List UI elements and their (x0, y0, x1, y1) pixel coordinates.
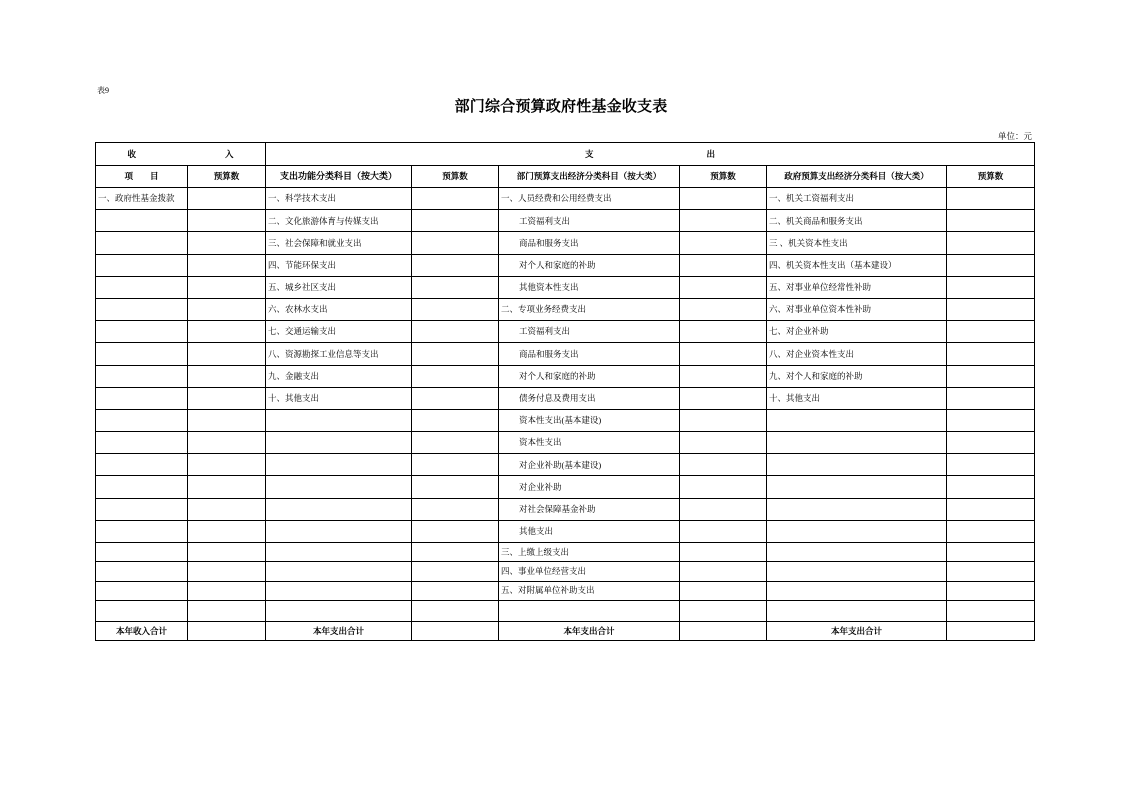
func-amount-cell (412, 498, 499, 520)
func-item-cell (266, 409, 412, 431)
dept-item-cell (499, 600, 680, 621)
func-amount-cell (412, 476, 499, 498)
gov-item-cell: 四、机关资本性支出（基本建设） (767, 254, 947, 276)
func-item-cell (266, 520, 412, 542)
func-item-cell (266, 562, 412, 581)
dept-amount-cell (680, 581, 767, 600)
income-amount-cell (188, 432, 266, 454)
dept-item-cell: 债务付息及费用支出 (499, 387, 680, 409)
gov-amount-cell (947, 298, 1035, 320)
dept-amount-cell (680, 232, 767, 254)
dept-item-cell: 商品和服务支出 (499, 343, 680, 365)
func-item-cell (266, 476, 412, 498)
dept-amount-cell (680, 432, 767, 454)
income-group-char-left: 收 (127, 148, 136, 159)
income-amount-cell (188, 298, 266, 320)
table-row (96, 476, 1035, 498)
func-amount-cell (412, 232, 499, 254)
dept-item-cell: 工资福利支出 (499, 321, 680, 343)
col-header-gov-category: 政府预算支出经济分类科目（按大类） (767, 166, 947, 188)
gov-amount-cell (947, 387, 1035, 409)
table-row (96, 409, 1035, 431)
dept-item-cell: 资本性支出 (499, 432, 680, 454)
income-amount-cell (188, 254, 266, 276)
col-header-item: 项 目 (96, 166, 188, 188)
func-amount-cell (412, 432, 499, 454)
column-header-row (96, 166, 1035, 188)
func-item-cell (266, 432, 412, 454)
func-amount-cell (412, 409, 499, 431)
dept-item-cell: 其他支出 (499, 520, 680, 542)
col-header-income-amount: 预算数 (188, 166, 266, 188)
table-row (96, 365, 1035, 387)
dept-amount-cell (680, 254, 767, 276)
func-amount-cell (412, 321, 499, 343)
dept-item-cell: 对个人和家庭的补助 (499, 254, 680, 276)
func-amount-cell (412, 581, 499, 600)
income-item-cell (96, 581, 188, 600)
income-amount-cell (188, 562, 266, 581)
gov-amount-cell (947, 543, 1035, 562)
dept-amount-cell (680, 298, 767, 320)
dept-total-label: 本年支出合计 (499, 621, 680, 640)
group-header-row (96, 143, 1035, 166)
gov-item-cell (767, 600, 947, 621)
table-row (96, 498, 1035, 520)
gov-item-cell: 八、对企业资本性支出 (767, 343, 947, 365)
gov-total-label: 本年支出合计 (767, 621, 947, 640)
func-amount-cell (412, 276, 499, 298)
dept-item-cell: 对企业补助 (499, 476, 680, 498)
gov-item-cell (767, 498, 947, 520)
table-row (96, 343, 1035, 365)
income-item-cell (96, 498, 188, 520)
expense-group-header (266, 143, 1035, 166)
income-item-cell (96, 562, 188, 581)
gov-amount-cell (947, 600, 1035, 621)
table-row (96, 298, 1035, 320)
income-amount-cell (188, 321, 266, 343)
dept-item-cell: 四、事业单位经营支出 (499, 562, 680, 581)
income-item-cell (96, 476, 188, 498)
func-item-cell: 一、科学技术支出 (266, 188, 412, 210)
dept-item-cell: 一、人员经费和公用经费支出 (499, 188, 680, 210)
totals-row (96, 621, 1035, 640)
table-row (96, 321, 1035, 343)
func-amount-cell (412, 543, 499, 562)
func-item-cell: 五、城乡社区支出 (266, 276, 412, 298)
income-item-cell (96, 365, 188, 387)
func-item-cell (266, 454, 412, 476)
func-item-cell (266, 600, 412, 621)
dept-amount-cell (680, 409, 767, 431)
income-total-amount (188, 621, 266, 640)
page-title: 部门综合预算政府性基金收支表 (454, 99, 668, 115)
dept-item-cell: 其他资本性支出 (499, 276, 680, 298)
func-amount-cell (412, 210, 499, 232)
func-amount-cell (412, 365, 499, 387)
income-item-cell (96, 276, 188, 298)
table-row (96, 188, 1035, 210)
func-item-cell: 八、资源勘探工业信息等支出 (266, 343, 412, 365)
dept-item-cell: 资本性支出(基本建设) (499, 409, 680, 431)
gov-item-cell: 三 、机关资本性支出 (767, 232, 947, 254)
func-amount-cell (412, 254, 499, 276)
table-row (96, 232, 1035, 254)
income-amount-cell (188, 188, 266, 210)
table-row (96, 387, 1035, 409)
gov-amount-cell (947, 520, 1035, 542)
income-item-cell (96, 210, 188, 232)
dept-amount-cell (680, 365, 767, 387)
dept-item-cell: 二、专项业务经费支出 (499, 298, 680, 320)
dept-amount-cell (680, 343, 767, 365)
gov-item-cell (767, 543, 947, 562)
income-amount-cell (188, 581, 266, 600)
dept-amount-cell (680, 520, 767, 542)
gov-item-cell: 二、机关商品和服务支出 (767, 210, 947, 232)
table-row (96, 432, 1035, 454)
income-amount-cell (188, 600, 266, 621)
dept-amount-cell (680, 562, 767, 581)
income-total-label: 本年收入合计 (96, 621, 188, 640)
gov-amount-cell (947, 498, 1035, 520)
table-row (96, 276, 1035, 298)
table-row (96, 581, 1035, 600)
income-group-header (96, 143, 266, 166)
dept-amount-cell (680, 210, 767, 232)
dept-item-cell: 五、对附属单位补助支出 (499, 581, 680, 600)
gov-amount-cell (947, 276, 1035, 298)
income-amount-cell (188, 409, 266, 431)
gov-amount-cell (947, 476, 1035, 498)
func-item-cell: 二、文化旅游体育与传媒支出 (266, 210, 412, 232)
col-header-dept-category: 部门预算支出经济分类科目（按大类） (499, 166, 680, 188)
income-amount-cell (188, 343, 266, 365)
gov-amount-cell (947, 321, 1035, 343)
gov-item-cell (767, 432, 947, 454)
gov-item-cell (767, 476, 947, 498)
gov-amount-cell (947, 562, 1035, 581)
income-group-char-right: 入 (225, 148, 234, 159)
income-item-cell (96, 343, 188, 365)
func-amount-cell (412, 343, 499, 365)
func-amount-cell (412, 454, 499, 476)
dept-item-cell: 对个人和家庭的补助 (499, 365, 680, 387)
dept-item-cell: 商品和服务支出 (499, 232, 680, 254)
dept-item-cell: 对社会保障基金补助 (499, 498, 680, 520)
gov-item-cell (767, 581, 947, 600)
unit-label: 单位：元 (997, 131, 1032, 141)
income-item-cell (96, 232, 188, 254)
col-header-func-amount: 预算数 (412, 166, 499, 188)
gov-total-amount (947, 621, 1035, 640)
income-item-cell (96, 298, 188, 320)
dept-item-cell: 三、上缴上级支出 (499, 543, 680, 562)
gov-item-cell (767, 409, 947, 431)
income-amount-cell (188, 232, 266, 254)
expense-group-char-right: 出 (706, 148, 716, 159)
income-amount-cell (188, 454, 266, 476)
func-item-cell (266, 498, 412, 520)
func-item-cell: 六、农林水支出 (266, 298, 412, 320)
func-item-cell: 四、节能环保支出 (266, 254, 412, 276)
table-row (96, 562, 1035, 581)
dept-item-cell: 对企业补助(基本建设) (499, 454, 680, 476)
table-row (96, 454, 1035, 476)
expense-group-char-left: 支 (585, 148, 594, 159)
income-amount-cell (188, 498, 266, 520)
income-amount-cell (188, 520, 266, 542)
gov-amount-cell (947, 365, 1035, 387)
gov-amount-cell (947, 232, 1035, 254)
gov-item-cell: 一、机关工资福利支出 (767, 188, 947, 210)
table-label: 表9 (97, 86, 109, 95)
func-total-label: 本年支出合计 (266, 621, 412, 640)
func-item-cell: 十、其他支出 (266, 387, 412, 409)
func-item-cell (266, 581, 412, 600)
income-amount-cell (188, 543, 266, 562)
gov-item-cell (767, 520, 947, 542)
dept-total-amount (680, 621, 767, 640)
income-item-cell (96, 387, 188, 409)
table-row (96, 600, 1035, 621)
income-amount-cell (188, 210, 266, 232)
func-item-cell (266, 543, 412, 562)
gov-amount-cell (947, 188, 1035, 210)
func-amount-cell (412, 387, 499, 409)
func-amount-cell (412, 600, 499, 621)
func-item-cell: 九、金融支出 (266, 365, 412, 387)
gov-amount-cell (947, 254, 1035, 276)
income-item-cell (96, 454, 188, 476)
func-amount-cell (412, 298, 499, 320)
gov-amount-cell (947, 409, 1035, 431)
income-item-cell (96, 520, 188, 542)
income-amount-cell (188, 387, 266, 409)
gov-amount-cell (947, 343, 1035, 365)
income-item-cell (96, 600, 188, 621)
dept-amount-cell (680, 387, 767, 409)
gov-amount-cell (947, 454, 1035, 476)
gov-item-cell: 五、对事业单位经常性补助 (767, 276, 947, 298)
col-header-dept-amount: 预算数 (680, 166, 767, 188)
income-item-cell (96, 409, 188, 431)
dept-amount-cell (680, 543, 767, 562)
income-amount-cell (188, 365, 266, 387)
gov-item-cell: 六、对事业单位资本性补助 (767, 298, 947, 320)
func-amount-cell (412, 520, 499, 542)
dept-amount-cell (680, 188, 767, 210)
func-item-cell: 三、社会保障和就业支出 (266, 232, 412, 254)
col-header-func-category: 支出功能分类科目（按大类） (266, 166, 412, 188)
func-amount-cell (412, 562, 499, 581)
income-item-cell (96, 254, 188, 276)
gov-amount-cell (947, 581, 1035, 600)
income-item-cell (96, 321, 188, 343)
budget-table (95, 142, 1035, 641)
gov-item-cell: 九、对个人和家庭的补助 (767, 365, 947, 387)
func-item-cell: 七、交通运输支出 (266, 321, 412, 343)
income-item-cell (96, 543, 188, 562)
gov-item-cell (767, 562, 947, 581)
func-amount-cell (412, 188, 499, 210)
table-row (96, 210, 1035, 232)
dept-amount-cell (680, 498, 767, 520)
income-amount-cell (188, 476, 266, 498)
gov-item-cell (767, 454, 947, 476)
income-item-cell (96, 432, 188, 454)
income-amount-cell (188, 276, 266, 298)
func-total-amount (412, 621, 499, 640)
dept-amount-cell (680, 600, 767, 621)
gov-item-cell: 七、对企业补助 (767, 321, 947, 343)
gov-amount-cell (947, 210, 1035, 232)
table-row (96, 254, 1035, 276)
dept-item-cell: 工资福利支出 (499, 210, 680, 232)
table-row (96, 520, 1035, 542)
gov-item-cell: 十、其他支出 (767, 387, 947, 409)
dept-amount-cell (680, 454, 767, 476)
dept-amount-cell (680, 321, 767, 343)
dept-amount-cell (680, 276, 767, 298)
col-header-gov-amount: 预算数 (947, 166, 1035, 188)
dept-amount-cell (680, 476, 767, 498)
income-item-cell: 一、政府性基金拨款 (96, 188, 188, 210)
gov-amount-cell (947, 432, 1035, 454)
table-row (96, 543, 1035, 562)
